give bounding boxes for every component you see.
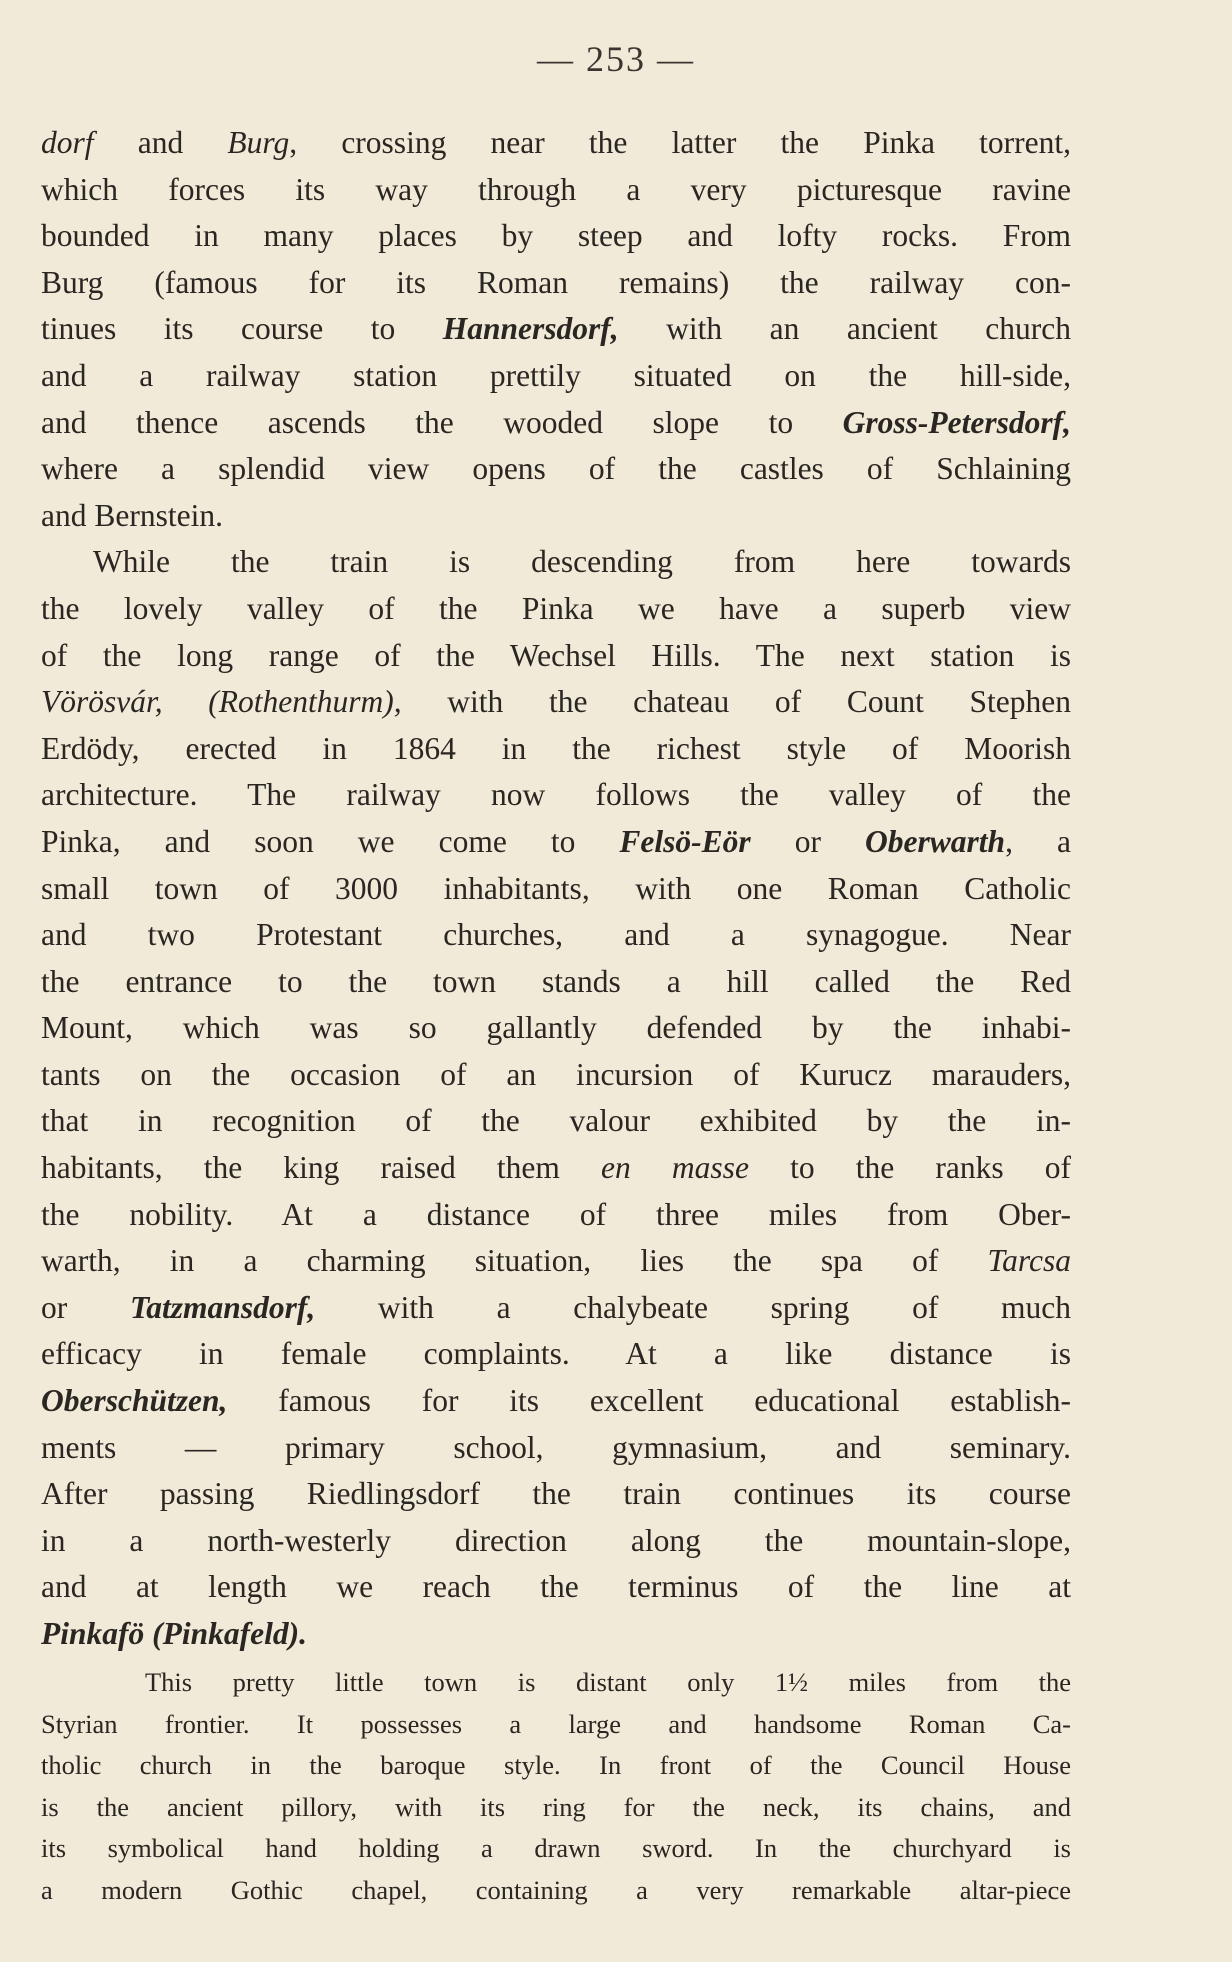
text-run: with the chateau of Count Stephen	[401, 684, 1071, 720]
text-run: tinues its course to	[41, 311, 443, 347]
text-line	[41, 1378, 1071, 1425]
text-line	[41, 1145, 1071, 1192]
text-run: This pretty little town is distant only 1½ miles from the	[145, 1667, 1071, 1697]
text-run: of the long range of the Wechsel Hills. The next station is	[41, 637, 1071, 673]
text-run: Erdödy, erected in 1864 in the richest style of Moorish	[41, 730, 1071, 766]
text-run: and two Protestant churches, and a synagogue. Near	[41, 917, 1071, 953]
text-line	[41, 446, 1071, 493]
text-line	[41, 306, 1071, 353]
text-run: where a splendid view opens of the castles of Schlaining	[41, 451, 1071, 487]
text-line	[41, 1425, 1071, 1472]
main-text	[41, 120, 1071, 1658]
text-line	[41, 260, 1071, 307]
text-run: bounded in many places by steep and lofty rocks. From	[41, 218, 1071, 254]
text-run: While the train is descending from here towards	[93, 544, 1071, 580]
text-line	[41, 1052, 1071, 1099]
text-line	[41, 1238, 1071, 1285]
text-run: and at length we reach the terminus of the line at	[41, 1569, 1071, 1605]
text-line	[41, 959, 1071, 1006]
text-run: and Bernstein.	[41, 497, 223, 533]
place-name: Pinkafö (Pinkafeld).	[41, 1616, 307, 1651]
text-line	[41, 493, 1071, 540]
place-name: Tarcsa	[987, 1243, 1071, 1279]
place-name: Gross-Petersdorf,	[842, 404, 1071, 440]
text-run: small town of 3000 inhabitants, with one Roman Catholic	[41, 870, 1071, 906]
text-run: with an ancient church	[618, 311, 1071, 347]
text-line	[41, 1662, 1071, 1704]
text-line	[41, 819, 1071, 866]
text-run: dorf	[41, 125, 94, 160]
text-run: the entrance to the town stands a hill called the Red	[41, 963, 1071, 999]
page-number: — 253 —	[537, 39, 695, 79]
text-line	[41, 772, 1071, 819]
text-run: en masse	[601, 1150, 749, 1186]
text-run: architecture. The railway now follows the valley of the	[41, 777, 1071, 813]
text-line	[41, 1331, 1071, 1378]
text-run: to the ranks of	[748, 1150, 1071, 1186]
text-run: which forces its way through a very picturesque ravine	[41, 171, 1071, 207]
text-run: or	[41, 1289, 130, 1325]
place-name: Felsö-Eör	[619, 823, 751, 859]
text-line	[41, 1192, 1071, 1239]
small-print-paragraph	[41, 1662, 1071, 1911]
text-run: efficacy in female complaints. At a like distance is	[41, 1336, 1071, 1372]
text-line	[41, 1828, 1071, 1870]
text-line	[41, 633, 1071, 680]
text-run: Pinka, and soon we come to	[41, 823, 620, 859]
text-line	[41, 539, 1071, 586]
text-line	[41, 1098, 1071, 1145]
text-run: with a chalybeate spring of much	[315, 1289, 1071, 1325]
text-run: Burg	[227, 125, 290, 160]
place-name: Vörösvár, (Rothenthurm),	[41, 684, 402, 720]
text-line	[41, 1564, 1071, 1611]
text-line	[41, 1518, 1071, 1565]
text-run: a modern Gothic chapel, containing a very remarkable altar-piece	[41, 1874, 1071, 1905]
text-line	[41, 726, 1071, 773]
text-line	[41, 1285, 1071, 1332]
text-run: and thence ascends the wooded slope to	[41, 404, 843, 440]
text-line	[41, 1471, 1071, 1518]
text-run: Mount, which was so gallantly defended by the inhabi-	[41, 1010, 1071, 1046]
place-name: Hannersdorf,	[442, 311, 619, 347]
text-line	[41, 1704, 1071, 1746]
text-line	[41, 353, 1071, 400]
text-run: that in recognition of the valour exhibited by the in-	[41, 1103, 1071, 1139]
text-run: the nobility. At a distance of three miles from Ober-	[41, 1196, 1071, 1232]
text-run: and	[93, 125, 228, 160]
text-run: Styrian frontier. It possesses a large and handsome Roman Ca-	[41, 1708, 1071, 1739]
text-line	[41, 866, 1071, 913]
text-line	[41, 167, 1071, 214]
text-run: in a north-westerly direction along the mountain-slope,	[41, 1522, 1071, 1558]
text-line	[41, 586, 1071, 633]
text-run: , crossing near the latter the Pinka torrent,	[289, 125, 1071, 160]
text-line	[41, 120, 1071, 167]
text-run: famous for its excellent educational establish-	[227, 1383, 1071, 1419]
text-run: or	[750, 823, 866, 859]
text-run: warth, in a charming situation, lies the spa of	[41, 1243, 988, 1279]
text-line	[41, 1611, 1071, 1658]
text-run: tants on the occasion of an incursion of Kurucz marauders,	[41, 1056, 1071, 1092]
text-run: ments — primary school, gymnasium, and seminary.	[41, 1429, 1071, 1465]
text-line	[41, 1870, 1071, 1912]
text-run: habitants, the king raised them	[41, 1150, 602, 1186]
text-line	[41, 400, 1071, 447]
text-run: Burg (famous for its Roman remains) the railway con-	[41, 264, 1071, 300]
text-run: the lovely valley of the Pinka we have a superb view	[41, 590, 1071, 626]
text-run: its symbolical hand holding a drawn sword. In the churchyard is	[41, 1833, 1071, 1863]
text-run: and a railway station prettily situated on the hill-side,	[41, 357, 1071, 393]
place-name: Tatzmansdorf,	[129, 1289, 316, 1325]
text-line	[41, 213, 1071, 260]
text-run: is the ancient pillory, with its ring for the neck, its chains, and	[41, 1791, 1071, 1822]
text-line	[41, 1787, 1071, 1829]
text-line	[41, 679, 1071, 726]
place-name: Oberwarth	[865, 823, 1006, 859]
text-run: , a	[1005, 823, 1071, 859]
text-line	[41, 1005, 1071, 1052]
text-run: After passing Riedlingsdorf the train continues its course	[41, 1476, 1071, 1512]
text-run: tholic church in the baroque style. In front of the Council House	[41, 1750, 1071, 1780]
text-line	[41, 1745, 1071, 1787]
text-line	[41, 912, 1071, 959]
place-name: Oberschützen,	[41, 1383, 228, 1419]
